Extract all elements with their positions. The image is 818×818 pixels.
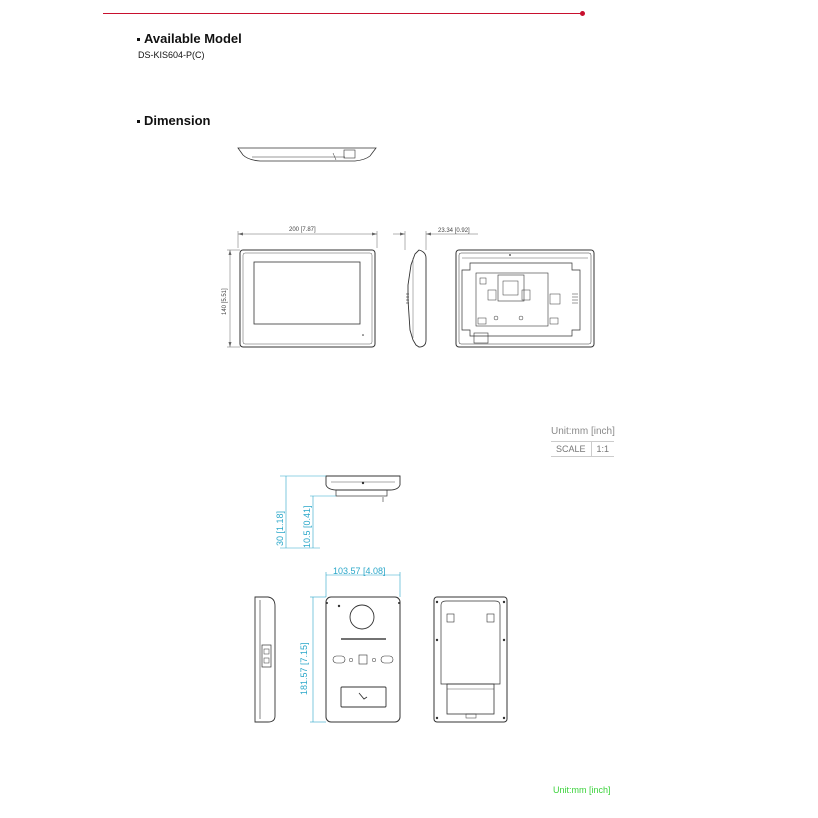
scale-table — [551, 441, 614, 457]
door-station-height-label: 181.57 [7.15] — [299, 642, 309, 695]
monitor-height-label: 140 [5.51] — [222, 288, 228, 315]
monitor-front-view — [222, 227, 377, 347]
scale-value: 1:1 — [591, 442, 615, 456]
monitor-rear-view — [456, 250, 594, 347]
door-station-rear-view — [434, 597, 507, 722]
door-station-side-view — [255, 597, 275, 722]
door-station-top-view — [275, 476, 400, 548]
monitor-top-view — [238, 148, 376, 161]
scale-label: SCALE — [556, 444, 586, 454]
monitor-depth-label: 23.34 [0.92] — [438, 228, 470, 234]
door-station-width-label: 103.57 [4.08] — [333, 566, 386, 576]
dimension-heading: Dimension — [137, 113, 210, 128]
available-model-heading: Available Model — [137, 31, 242, 46]
model-number: DS-KIS604-P(C) — [138, 50, 205, 60]
footer-unit-label: Unit:mm [inch] — [553, 785, 611, 795]
monitor-width-label: 200 [7.87] — [289, 227, 316, 233]
door-station-depth-total-label: 30 [1.18] — [275, 510, 285, 546]
door-station-front-view — [299, 566, 400, 722]
unit-label: Unit:mm [inch] — [551, 426, 615, 437]
monitor-side-view — [393, 228, 478, 347]
door-station-depth-body-label: 10.5 [0.41] — [302, 505, 312, 548]
